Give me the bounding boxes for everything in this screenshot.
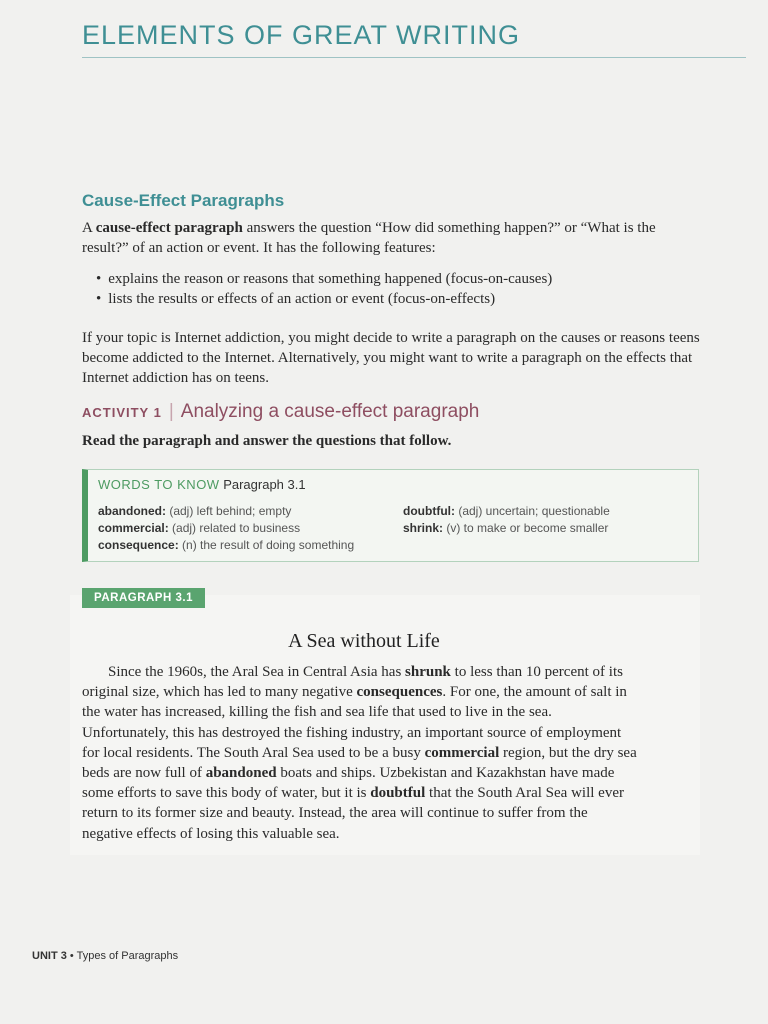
vocab-entry xyxy=(98,520,354,537)
vocab-highlight: commercial xyxy=(424,744,500,761)
reading-body xyxy=(82,662,642,844)
activity-separator: | xyxy=(168,401,174,422)
vocab-entry xyxy=(403,503,610,520)
page-footer xyxy=(32,950,178,962)
activity-heading xyxy=(82,401,479,423)
vocab-entry xyxy=(403,520,610,537)
vocab-highlight: shrunk xyxy=(405,664,451,680)
reading-text: that the South Aral Sea will ever return to its former size and beauty. Instead, the area will continue to suffer from the negative effects of losing this valuable sea. xyxy=(82,785,624,842)
vocab-column-left xyxy=(98,503,354,554)
footer-bullet: • xyxy=(69,950,74,962)
words-to-know-heading xyxy=(98,477,306,492)
feature-item: • explains the reason or reasons that something happened (focus-on-causes) xyxy=(96,269,696,289)
intro-paragraph xyxy=(82,218,702,258)
intro-key-term: cause-effect paragraph xyxy=(95,220,243,236)
reading-text: boats and ships. Uzbekistan and Kazakhstan have made some efforts to save this body of water, but it is xyxy=(82,765,615,802)
vocab-term: commercial: xyxy=(98,521,169,535)
vocab-highlight: doubtful xyxy=(370,785,426,802)
reading-title: A Sea without Life xyxy=(288,630,440,652)
vocab-definition: (adj) left behind; empty xyxy=(166,504,292,518)
paragraph-label: PARAGRAPH 3.1 xyxy=(82,588,205,608)
reading-text: . For one, the amount of salt in the water has increased, killing the fish and sea life that used to live in the sea. Unfortunately, this has destroyed the fishing industry, an important source of employment for local residents. The South Aral Sea used to be a busy xyxy=(82,684,627,761)
vocab-term: doubtful: xyxy=(403,504,455,518)
vocab-column-right xyxy=(403,503,610,537)
activity-instruction: Read the paragraph and answer the questions that follow. xyxy=(82,433,452,449)
vocab-highlight: consequences xyxy=(356,684,443,701)
vocab-entry xyxy=(98,503,354,520)
footer-text: Types of Paragraphs xyxy=(76,950,179,962)
words-to-know-box xyxy=(82,469,699,562)
vocab-term: abandoned: xyxy=(98,504,166,518)
page-header xyxy=(82,20,746,58)
topic-example-paragraph: If your topic is Internet addiction, you might decide to write a paragraph on the causes or reasons teens become addicted to the Internet. Alternatively, you might want to write a paragraph on the effects that Internet addiction has on teens. xyxy=(82,330,700,386)
words-to-know-label: WORDS TO KNOW xyxy=(98,477,220,492)
vocab-definition: (v) to make or become smaller xyxy=(443,521,609,535)
feature-item: • lists the results or effects of an action or event (focus-on-effects) xyxy=(96,289,696,309)
vocab-definition: (adj) uncertain; questionable xyxy=(454,504,610,518)
vocab-highlight: abandoned xyxy=(205,765,277,782)
vocab-term: consequence: xyxy=(98,538,179,552)
activity-title: Analyzing a cause-effect paragraph xyxy=(180,401,480,422)
vocab-definition: (n) the result of doing something xyxy=(178,538,355,552)
vocab-definition: (adj) related to business xyxy=(168,521,301,535)
words-to-know-reference: Paragraph 3.1 xyxy=(223,477,306,492)
reading-text: region, but the dry sea beds are now full of xyxy=(82,744,637,782)
intro-text-end: answers the question “How did something happen?” or “What is the result?” of an action or event. It has the following features: xyxy=(82,220,656,256)
reading-text: Since the 1960s, the Aral Sea in Central Asia has xyxy=(108,664,406,680)
activity-label: ACTIVITY 1 xyxy=(82,405,162,420)
feature-list xyxy=(96,269,696,309)
section-title: Cause-Effect Paragraphs xyxy=(82,191,285,210)
footer-unit: UNIT 3 xyxy=(32,950,67,962)
vocab-term: shrink: xyxy=(403,521,444,535)
reading-text: to less than 10 percent of its original size, which has led to many negative xyxy=(82,664,623,701)
page-title: ELEMENTS OF GREAT WRITING xyxy=(82,20,521,50)
vocab-entry xyxy=(98,537,354,554)
intro-text-start: A xyxy=(82,220,96,236)
